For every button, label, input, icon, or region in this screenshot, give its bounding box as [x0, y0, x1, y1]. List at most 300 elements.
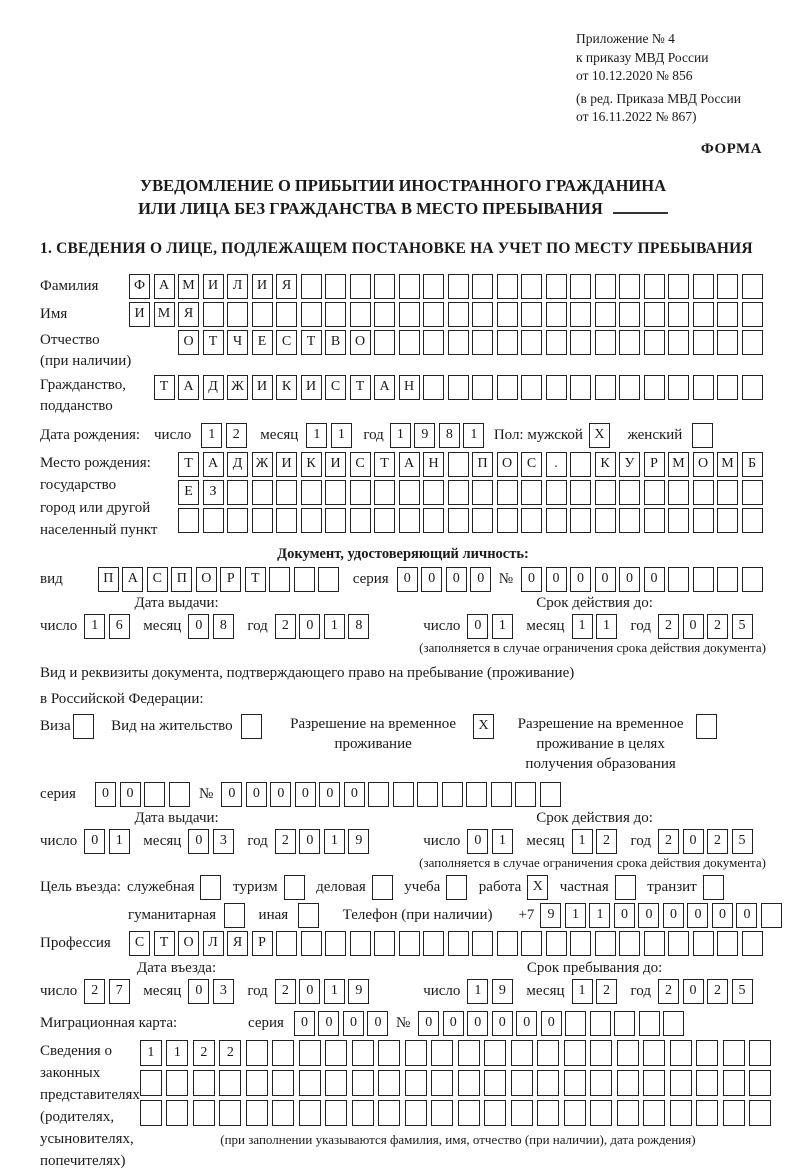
given-name-cell[interactable] — [399, 302, 420, 327]
doc-number-cell[interactable]: 0 — [546, 567, 567, 592]
passport-issue-year-cell[interactable]: 8 — [348, 614, 369, 639]
doc-series-cell[interactable]: 0 — [470, 567, 491, 592]
representatives-row1-cell[interactable] — [723, 1040, 745, 1066]
phone-cell[interactable] — [761, 903, 782, 928]
patronymic-cell[interactable] — [472, 330, 493, 355]
surname-cell[interactable]: М — [178, 274, 199, 299]
citizenship-cell[interactable] — [717, 375, 738, 400]
birth-place-row2-cell[interactable] — [276, 480, 297, 505]
phone-cell[interactable]: 0 — [614, 903, 635, 928]
rvp-expiry-day-cell[interactable]: 0 — [467, 829, 488, 854]
birth-place-row2-cell[interactable] — [472, 480, 493, 505]
representatives-row3-cell[interactable] — [193, 1100, 215, 1126]
profession-cell[interactable] — [742, 931, 763, 956]
birth-place-row2-cell[interactable] — [227, 480, 248, 505]
birth-place-row3-cell[interactable] — [668, 508, 689, 533]
representatives-row3-cell[interactable] — [140, 1100, 162, 1126]
surname-cell[interactable] — [472, 274, 493, 299]
rvp-number-cell[interactable] — [466, 782, 487, 807]
representatives-row2-cell[interactable] — [219, 1070, 241, 1096]
birth-place-row1-cell[interactable]: И — [276, 452, 297, 477]
given-name-cell[interactable] — [325, 302, 346, 327]
migration-number-cell[interactable]: 0 — [443, 1011, 464, 1036]
rvp-number-cell[interactable] — [540, 782, 561, 807]
birth-place-row1-cell[interactable]: Ж — [252, 452, 273, 477]
passport-issue-day-cell[interactable]: 6 — [109, 614, 130, 639]
citizenship-cell[interactable]: С — [325, 375, 346, 400]
phone-cell[interactable]: 0 — [736, 903, 757, 928]
given-name-cell[interactable] — [619, 302, 640, 327]
birth-place-row2-cell[interactable] — [668, 480, 689, 505]
purpose-transit-cell[interactable] — [703, 875, 724, 900]
birth-place-row2-cell[interactable] — [619, 480, 640, 505]
profession-cell[interactable] — [619, 931, 640, 956]
representatives-row3-cell[interactable] — [484, 1100, 506, 1126]
passport-expiry-month-cell[interactable]: 1 — [596, 614, 617, 639]
representatives-row3-cell[interactable] — [537, 1100, 559, 1126]
representatives-row1-cell[interactable]: 2 — [193, 1040, 215, 1066]
phone-cell[interactable]: 1 — [589, 903, 610, 928]
representatives-row2-cell[interactable] — [484, 1070, 506, 1096]
birth-place-row1-cell[interactable]: И — [325, 452, 346, 477]
rvp-expiry-year-cell[interactable]: 5 — [732, 829, 753, 854]
birth-place-row1-cell[interactable]: С — [521, 452, 542, 477]
profession-cell[interactable] — [521, 931, 542, 956]
representatives-row3-cell[interactable] — [431, 1100, 453, 1126]
representatives-row3-cell[interactable] — [378, 1100, 400, 1126]
passport-expiry-year-cell[interactable]: 2 — [707, 614, 728, 639]
patronymic-cell[interactable]: В — [325, 330, 346, 355]
migration-number-cell[interactable]: 0 — [467, 1011, 488, 1036]
citizenship-cell[interactable] — [472, 375, 493, 400]
birth-place-row2-cell[interactable] — [693, 480, 714, 505]
birth-place-row1-cell[interactable]: Р — [644, 452, 665, 477]
given-name-cell[interactable] — [570, 302, 591, 327]
patronymic-cell[interactable]: Т — [203, 330, 224, 355]
migration-series-cell[interactable]: 0 — [294, 1011, 315, 1036]
surname-cell[interactable] — [742, 274, 763, 299]
birth-place-row1-cell[interactable]: К — [301, 452, 322, 477]
birth-place-row3-cell[interactable] — [595, 508, 616, 533]
representatives-row1-cell[interactable] — [749, 1040, 771, 1066]
rvp-issue-year-cell[interactable]: 0 — [299, 829, 320, 854]
birth-place-row3-cell[interactable] — [252, 508, 273, 533]
rvp-expiry-day-cell[interactable]: 1 — [492, 829, 513, 854]
passport-expiry-year-cell[interactable]: 0 — [683, 614, 704, 639]
patronymic-cell[interactable] — [374, 330, 395, 355]
migration-number-cell[interactable]: 0 — [541, 1011, 562, 1036]
phone-cell[interactable]: 0 — [663, 903, 684, 928]
citizenship-cell[interactable]: Т — [154, 375, 175, 400]
birth-place-row2-cell[interactable] — [742, 480, 763, 505]
birth-place-row1-cell[interactable]: А — [399, 452, 420, 477]
stay-year-cell[interactable]: 0 — [683, 979, 704, 1004]
patronymic-cell[interactable] — [546, 330, 567, 355]
representatives-row2-cell[interactable] — [590, 1070, 612, 1096]
passport-issue-year-cell[interactable]: 2 — [275, 614, 296, 639]
surname-cell[interactable] — [693, 274, 714, 299]
doc-number-cell[interactable]: 0 — [644, 567, 665, 592]
patronymic-cell[interactable]: С — [276, 330, 297, 355]
profession-cell[interactable] — [276, 931, 297, 956]
representatives-row2-cell[interactable] — [405, 1070, 427, 1096]
representatives-row2-cell[interactable] — [537, 1070, 559, 1096]
representatives-row2-cell[interactable] — [431, 1070, 453, 1096]
representatives-row3-cell[interactable] — [299, 1100, 321, 1126]
passport-expiry-day-cell[interactable]: 1 — [492, 614, 513, 639]
given-name-cell[interactable] — [644, 302, 665, 327]
representatives-row1-cell[interactable]: 1 — [166, 1040, 188, 1066]
phone-cell[interactable]: 9 — [540, 903, 561, 928]
purpose-official-cell[interactable] — [200, 875, 221, 900]
birth-place-row2-cell[interactable]: Е — [178, 480, 199, 505]
migration-number-cell[interactable] — [663, 1011, 684, 1036]
rvp-expiry-month-cell[interactable]: 1 — [572, 829, 593, 854]
given-name-cell[interactable] — [497, 302, 518, 327]
profession-cell[interactable] — [399, 931, 420, 956]
citizenship-cell[interactable] — [595, 375, 616, 400]
surname-cell[interactable]: А — [154, 274, 175, 299]
rvp-number-cell[interactable]: 0 — [344, 782, 365, 807]
representatives-row1-cell[interactable] — [590, 1040, 612, 1066]
representatives-row3-cell[interactable] — [246, 1100, 268, 1126]
doc-kind-cell[interactable] — [269, 567, 290, 592]
birth-place-row1-cell[interactable]: М — [717, 452, 738, 477]
representatives-row2-cell[interactable] — [723, 1070, 745, 1096]
birth-place-row2-cell[interactable] — [521, 480, 542, 505]
representatives-row3-cell[interactable] — [458, 1100, 480, 1126]
citizenship-cell[interactable]: Н — [399, 375, 420, 400]
surname-cell[interactable] — [644, 274, 665, 299]
patronymic-cell[interactable] — [570, 330, 591, 355]
representatives-row1-cell[interactable] — [431, 1040, 453, 1066]
birth-place-row2-cell[interactable]: З — [203, 480, 224, 505]
representatives-row2-cell[interactable] — [299, 1070, 321, 1096]
rvp-expiry-month-cell[interactable]: 2 — [596, 829, 617, 854]
rvp-number-cell[interactable]: 0 — [246, 782, 267, 807]
surname-cell[interactable] — [325, 274, 346, 299]
profession-cell[interactable]: С — [129, 931, 150, 956]
birth-place-row1-cell[interactable]: П — [472, 452, 493, 477]
birth-place-row3-cell[interactable] — [497, 508, 518, 533]
rvp-number-cell[interactable] — [442, 782, 463, 807]
doc-series-cell[interactable]: 0 — [397, 567, 418, 592]
visa-cell[interactable] — [73, 714, 94, 739]
migration-number-cell[interactable]: 0 — [492, 1011, 513, 1036]
surname-cell[interactable] — [301, 274, 322, 299]
birth-place-row3-cell[interactable] — [717, 508, 738, 533]
citizenship-cell[interactable] — [644, 375, 665, 400]
birth-place-row1-cell[interactable]: М — [668, 452, 689, 477]
sex-male-cell[interactable]: X — [589, 423, 610, 448]
stay-year-cell[interactable]: 2 — [707, 979, 728, 1004]
birth-place-row2-cell[interactable] — [423, 480, 444, 505]
representatives-row2-cell[interactable] — [246, 1070, 268, 1096]
doc-number-cell[interactable]: 0 — [595, 567, 616, 592]
passport-expiry-year-cell[interactable]: 2 — [658, 614, 679, 639]
representatives-row2-cell[interactable] — [670, 1070, 692, 1096]
birth-place-row3-cell[interactable] — [742, 508, 763, 533]
birth-place-row1-cell[interactable]: У — [619, 452, 640, 477]
rvp-number-cell[interactable] — [515, 782, 536, 807]
representatives-row2-cell[interactable] — [564, 1070, 586, 1096]
patronymic-cell[interactable]: Е — [252, 330, 273, 355]
representatives-row1-cell[interactable]: 1 — [140, 1040, 162, 1066]
doc-kind-cell[interactable]: С — [147, 567, 168, 592]
birth-place-row3-cell[interactable] — [399, 508, 420, 533]
birth-place-row2-cell[interactable] — [350, 480, 371, 505]
birth-place-row3-cell[interactable] — [301, 508, 322, 533]
patronymic-cell[interactable] — [619, 330, 640, 355]
profession-cell[interactable] — [644, 931, 665, 956]
patronymic-cell[interactable] — [423, 330, 444, 355]
given-name-cell[interactable] — [448, 302, 469, 327]
representatives-row3-cell[interactable] — [405, 1100, 427, 1126]
representatives-row3-cell[interactable] — [723, 1100, 745, 1126]
doc-number-cell[interactable]: 0 — [521, 567, 542, 592]
birth-place-row3-cell[interactable] — [350, 508, 371, 533]
passport-expiry-year-cell[interactable]: 5 — [732, 614, 753, 639]
representatives-row3-cell[interactable] — [643, 1100, 665, 1126]
surname-cell[interactable]: Я — [276, 274, 297, 299]
representatives-row2-cell[interactable] — [458, 1070, 480, 1096]
representatives-row1-cell[interactable] — [378, 1040, 400, 1066]
birth-place-row2-cell[interactable] — [374, 480, 395, 505]
birth-month-cell[interactable]: 1 — [306, 423, 327, 448]
purpose-work-cell[interactable]: X — [527, 875, 548, 900]
doc-series-cell[interactable]: 0 — [421, 567, 442, 592]
patronymic-cell[interactable]: О — [178, 330, 199, 355]
profession-cell[interactable] — [423, 931, 444, 956]
given-name-cell[interactable]: М — [154, 302, 175, 327]
representatives-row3-cell[interactable] — [617, 1100, 639, 1126]
rvp-series-cell[interactable] — [144, 782, 165, 807]
doc-number-cell[interactable] — [742, 567, 763, 592]
representatives-row2-cell[interactable] — [325, 1070, 347, 1096]
citizenship-cell[interactable] — [668, 375, 689, 400]
birth-place-row1-cell[interactable] — [448, 452, 469, 477]
patronymic-cell[interactable] — [399, 330, 420, 355]
surname-cell[interactable]: Л — [227, 274, 248, 299]
citizenship-cell[interactable] — [423, 375, 444, 400]
residence-permit-cell[interactable] — [241, 714, 262, 739]
representatives-row1-cell[interactable] — [405, 1040, 427, 1066]
patronymic-cell[interactable] — [717, 330, 738, 355]
representatives-row1-cell[interactable] — [696, 1040, 718, 1066]
rvp-issue-month-cell[interactable]: 3 — [213, 829, 234, 854]
birth-year-cell[interactable]: 1 — [390, 423, 411, 448]
birth-place-row1-cell[interactable]: Т — [374, 452, 395, 477]
representatives-row1-cell[interactable] — [299, 1040, 321, 1066]
birth-place-row3-cell[interactable] — [276, 508, 297, 533]
representatives-row2-cell[interactable] — [511, 1070, 533, 1096]
representatives-row1-cell[interactable] — [246, 1040, 268, 1066]
doc-kind-cell[interactable]: П — [171, 567, 192, 592]
doc-series-cell[interactable]: 0 — [446, 567, 467, 592]
birth-place-row1-cell[interactable]: С — [350, 452, 371, 477]
rvp-series-cell[interactable]: 0 — [120, 782, 141, 807]
given-name-cell[interactable] — [374, 302, 395, 327]
citizenship-cell[interactable]: И — [301, 375, 322, 400]
birth-place-row2-cell[interactable] — [570, 480, 591, 505]
profession-cell[interactable]: Я — [227, 931, 248, 956]
entry-year-cell[interactable]: 2 — [275, 979, 296, 1004]
representatives-row1-cell[interactable] — [670, 1040, 692, 1066]
birth-place-row2-cell[interactable] — [252, 480, 273, 505]
representatives-row3-cell[interactable] — [352, 1100, 374, 1126]
representatives-row3-cell[interactable] — [749, 1100, 771, 1126]
entry-day-cell[interactable]: 2 — [84, 979, 105, 1004]
surname-cell[interactable] — [448, 274, 469, 299]
doc-number-cell[interactable] — [717, 567, 738, 592]
representatives-row1-cell[interactable] — [484, 1040, 506, 1066]
patronymic-cell[interactable] — [448, 330, 469, 355]
migration-number-cell[interactable]: 0 — [516, 1011, 537, 1036]
profession-cell[interactable] — [472, 931, 493, 956]
representatives-row1-cell[interactable] — [272, 1040, 294, 1066]
profession-cell[interactable] — [325, 931, 346, 956]
patronymic-cell[interactable] — [693, 330, 714, 355]
citizenship-cell[interactable]: К — [276, 375, 297, 400]
birth-place-row2-cell[interactable] — [717, 480, 738, 505]
profession-cell[interactable] — [448, 931, 469, 956]
birth-place-row3-cell[interactable] — [570, 508, 591, 533]
citizenship-cell[interactable]: Т — [350, 375, 371, 400]
birth-place-row1-cell[interactable]: А — [203, 452, 224, 477]
surname-cell[interactable] — [350, 274, 371, 299]
representatives-row3-cell[interactable] — [670, 1100, 692, 1126]
doc-kind-cell[interactable] — [318, 567, 339, 592]
temp-residence-education-cell[interactable] — [696, 714, 717, 739]
patronymic-cell[interactable] — [521, 330, 542, 355]
rvp-number-cell[interactable] — [417, 782, 438, 807]
doc-number-cell[interactable] — [693, 567, 714, 592]
passport-expiry-day-cell[interactable]: 0 — [467, 614, 488, 639]
citizenship-cell[interactable] — [521, 375, 542, 400]
surname-cell[interactable] — [423, 274, 444, 299]
surname-cell[interactable] — [497, 274, 518, 299]
rvp-issue-day-cell[interactable]: 0 — [84, 829, 105, 854]
given-name-cell[interactable] — [472, 302, 493, 327]
citizenship-cell[interactable] — [497, 375, 518, 400]
given-name-cell[interactable] — [693, 302, 714, 327]
rvp-issue-day-cell[interactable]: 1 — [109, 829, 130, 854]
surname-cell[interactable] — [619, 274, 640, 299]
given-name-cell[interactable] — [227, 302, 248, 327]
birth-day-cell[interactable]: 2 — [226, 423, 247, 448]
patronymic-cell[interactable] — [497, 330, 518, 355]
surname-cell[interactable]: И — [252, 274, 273, 299]
patronymic-cell[interactable] — [668, 330, 689, 355]
surname-cell[interactable] — [521, 274, 542, 299]
patronymic-cell[interactable] — [595, 330, 616, 355]
given-name-cell[interactable] — [742, 302, 763, 327]
doc-kind-cell[interactable]: Т — [245, 567, 266, 592]
surname-cell[interactable] — [374, 274, 395, 299]
purpose-tourism-cell[interactable] — [284, 875, 305, 900]
representatives-row3-cell[interactable] — [219, 1100, 241, 1126]
patronymic-cell[interactable] — [742, 330, 763, 355]
patronymic-cell[interactable] — [644, 330, 665, 355]
birth-year-cell[interactable]: 9 — [414, 423, 435, 448]
citizenship-cell[interactable] — [742, 375, 763, 400]
rvp-series-cell[interactable]: 0 — [95, 782, 116, 807]
passport-issue-year-cell[interactable]: 0 — [299, 614, 320, 639]
migration-number-cell[interactable] — [639, 1011, 660, 1036]
birth-place-row1-cell[interactable]: Н — [423, 452, 444, 477]
doc-kind-cell[interactable]: О — [196, 567, 217, 592]
rvp-expiry-year-cell[interactable]: 2 — [707, 829, 728, 854]
given-name-cell[interactable] — [276, 302, 297, 327]
representatives-row3-cell[interactable] — [696, 1100, 718, 1126]
rvp-number-cell[interactable] — [368, 782, 389, 807]
given-name-cell[interactable]: Я — [178, 302, 199, 327]
representatives-row1-cell[interactable] — [458, 1040, 480, 1066]
rvp-issue-year-cell[interactable]: 9 — [348, 829, 369, 854]
given-name-cell[interactable] — [717, 302, 738, 327]
birth-place-row2-cell[interactable] — [325, 480, 346, 505]
birth-place-row3-cell[interactable] — [448, 508, 469, 533]
rvp-expiry-year-cell[interactable]: 2 — [658, 829, 679, 854]
birth-place-row2-cell[interactable] — [448, 480, 469, 505]
profession-cell[interactable] — [546, 931, 567, 956]
sex-female-cell[interactable] — [692, 423, 713, 448]
profession-cell[interactable] — [717, 931, 738, 956]
representatives-row2-cell[interactable] — [272, 1070, 294, 1096]
profession-cell[interactable] — [374, 931, 395, 956]
birth-place-row1-cell[interactable]: Д — [227, 452, 248, 477]
birth-place-row2-cell[interactable] — [644, 480, 665, 505]
rvp-number-cell[interactable]: 0 — [270, 782, 291, 807]
entry-year-cell[interactable]: 9 — [348, 979, 369, 1004]
temp-residence-cell[interactable]: X — [473, 714, 494, 739]
birth-place-row3-cell[interactable] — [325, 508, 346, 533]
citizenship-cell[interactable]: И — [252, 375, 273, 400]
given-name-cell[interactable] — [546, 302, 567, 327]
representatives-row3-cell[interactable] — [590, 1100, 612, 1126]
stay-month-cell[interactable]: 1 — [572, 979, 593, 1004]
representatives-row3-cell[interactable] — [325, 1100, 347, 1126]
profession-cell[interactable] — [497, 931, 518, 956]
given-name-cell[interactable] — [595, 302, 616, 327]
citizenship-cell[interactable]: Д — [203, 375, 224, 400]
birth-year-cell[interactable]: 8 — [439, 423, 460, 448]
profession-cell[interactable] — [350, 931, 371, 956]
citizenship-cell[interactable] — [448, 375, 469, 400]
birth-place-row3-cell[interactable] — [693, 508, 714, 533]
doc-kind-cell[interactable]: Р — [220, 567, 241, 592]
given-name-cell[interactable] — [350, 302, 371, 327]
birth-place-row2-cell[interactable] — [399, 480, 420, 505]
stay-month-cell[interactable]: 2 — [596, 979, 617, 1004]
profession-cell[interactable] — [595, 931, 616, 956]
passport-expiry-month-cell[interactable]: 1 — [572, 614, 593, 639]
passport-issue-month-cell[interactable]: 0 — [188, 614, 209, 639]
doc-kind-cell[interactable] — [294, 567, 315, 592]
doc-number-cell[interactable]: 0 — [619, 567, 640, 592]
representatives-row1-cell[interactable] — [352, 1040, 374, 1066]
profession-cell[interactable]: Р — [252, 931, 273, 956]
representatives-row1-cell[interactable] — [564, 1040, 586, 1066]
birth-place-row1-cell[interactable]: К — [595, 452, 616, 477]
birth-place-row2-cell[interactable] — [301, 480, 322, 505]
rvp-series-cell[interactable] — [169, 782, 190, 807]
stay-day-cell[interactable]: 9 — [492, 979, 513, 1004]
rvp-expiry-year-cell[interactable]: 0 — [683, 829, 704, 854]
migration-series-cell[interactable]: 0 — [367, 1011, 388, 1036]
surname-cell[interactable] — [595, 274, 616, 299]
representatives-row2-cell[interactable] — [352, 1070, 374, 1096]
